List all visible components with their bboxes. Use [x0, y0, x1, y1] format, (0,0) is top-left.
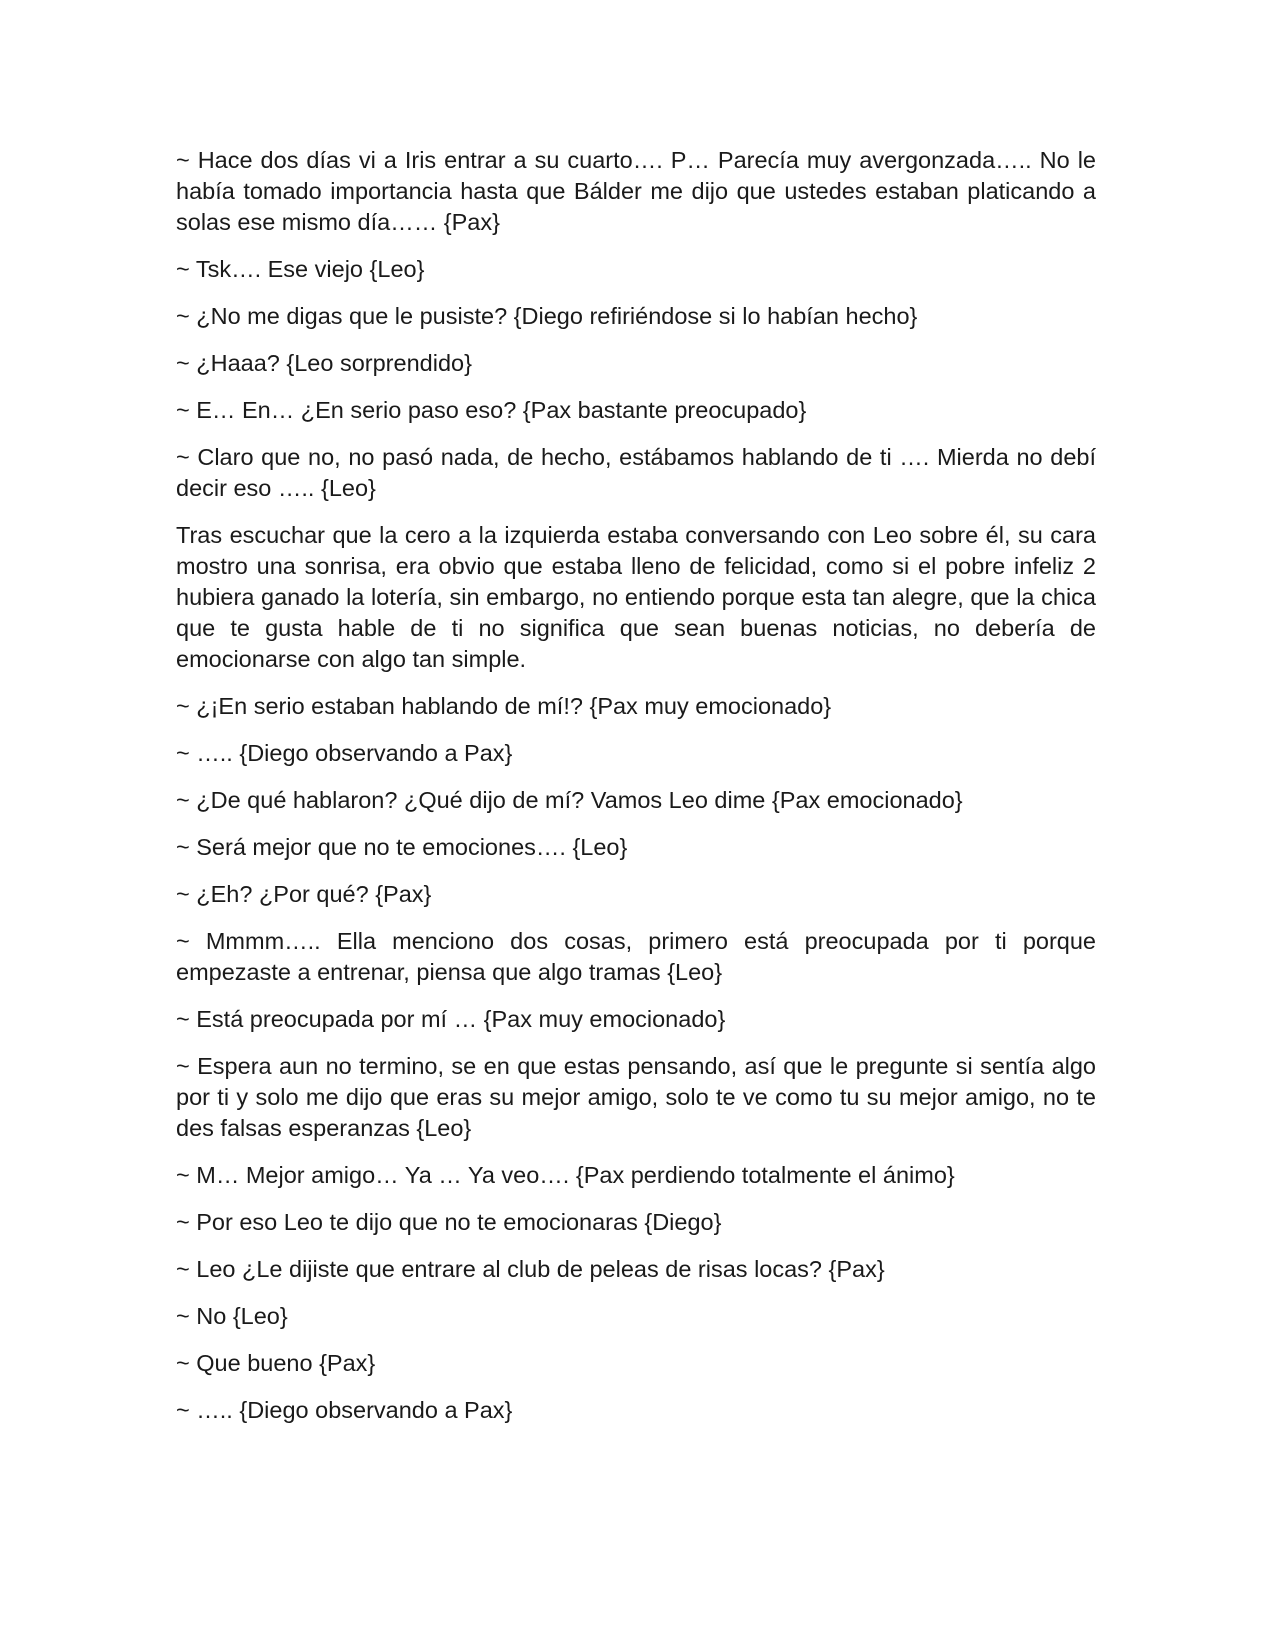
paragraph: ~ No {Leo}: [176, 1303, 288, 1329]
paragraph: ~ Claro que no, no pasó nada, de hecho, estábamos hablando de ti …. Mierda no debí decir eso ….. {Leo}: [176, 444, 1096, 501]
paragraph: ~ ¿Eh? ¿Por qué? {Pax}: [176, 881, 432, 907]
paragraph: ~ Espera aun no termino, se en que estas pensando, así que le pregunte si sentía algo por ti y solo me dijo que eras su mejor amigo, solo te ve como tu su mejor amigo, no te des falsas esperanzas {Leo}: [176, 1053, 1096, 1141]
paragraph: ~ Que bueno {Pax}: [176, 1350, 376, 1376]
paragraph: ~ Mmmm….. Ella menciono dos cosas, primero está preocupada por ti porque empezaste a entrenar, piensa que algo tramas {Leo}: [176, 928, 1096, 985]
paragraph: ~ ¿De qué hablaron? ¿Qué dijo de mí? Vamos Leo dime {Pax emocionado}: [176, 787, 963, 813]
paragraph: ~ ¿No me digas que le pusiste? {Diego refiriéndose si lo habían hecho}: [176, 303, 918, 329]
document-page: [176, 145, 1096, 1442]
paragraph: ~ E… En… ¿En serio paso eso? {Pax bastante preocupado}: [176, 397, 807, 423]
paragraph: ~ ¿¡En serio estaban hablando de mí!? {Pax muy emocionado}: [176, 693, 832, 719]
paragraph: ~ M… Mejor amigo… Ya … Ya veo…. {Pax perdiendo totalmente el ánimo}: [176, 1162, 955, 1188]
paragraph: ~ Tsk…. Ese viejo {Leo}: [176, 256, 425, 282]
paragraph: ~ Hace dos días vi a Iris entrar a su cuarto…. P… Parecía muy avergonzada….. No le había tomado importancia hasta que Bálder me dijo que ustedes estaban platicando a solas ese mismo día…… {Pax}: [176, 147, 1096, 235]
paragraph: ~ Por eso Leo te dijo que no te emocionaras {Diego}: [176, 1209, 722, 1235]
paragraph: ~ Está preocupada por mí … {Pax muy emocionado}: [176, 1006, 726, 1032]
paragraph: ~ ….. {Diego observando a Pax}: [176, 1397, 513, 1423]
paragraph: ~ Leo ¿Le dijiste que entrare al club de peleas de risas locas? {Pax}: [176, 1256, 885, 1282]
paragraph: Tras escuchar que la cero a la izquierda estaba conversando con Leo sobre él, su cara mostro una sonrisa, era obvio que estaba lleno de felicidad, como si el pobre infeliz 2 hubiera ganado la lotería, sin embargo, no entiendo porque esta tan alegre, que la chica que te gusta hable de ti no significa que sean buenas noticias, no debería de emocionarse con algo tan simple.: [176, 522, 1096, 672]
paragraph: ~ ….. {Diego observando a Pax}: [176, 740, 513, 766]
paragraph: ~ Será mejor que no te emociones…. {Leo}: [176, 834, 628, 860]
paragraph: ~ ¿Haaa? {Leo sorprendido}: [176, 350, 472, 376]
